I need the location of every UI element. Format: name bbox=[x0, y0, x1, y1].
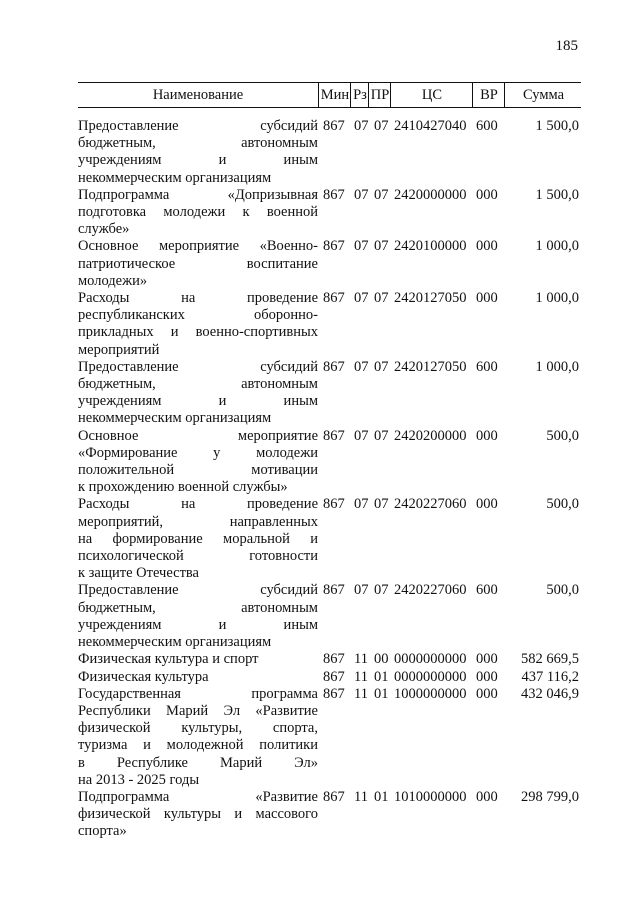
row-name-line: бюджетным, автономным bbox=[78, 599, 318, 616]
row-name-line: учреждениям и иным bbox=[78, 393, 318, 410]
row-vr: 000 bbox=[476, 186, 498, 203]
row-name bbox=[78, 359, 318, 428]
row-name-line: республиканских оборонно- bbox=[78, 307, 318, 324]
row-name-line: учреждениям и иным bbox=[78, 152, 318, 169]
row-sum: 298 799,0 bbox=[521, 788, 579, 805]
row-min: 867 bbox=[323, 788, 345, 805]
row-sum: 432 046,9 bbox=[521, 685, 579, 702]
row-rz: 07 bbox=[354, 290, 369, 307]
row-min: 867 bbox=[323, 582, 345, 599]
row-min: 867 bbox=[323, 668, 345, 685]
page-number: 185 bbox=[555, 38, 578, 54]
row-pr: 01 bbox=[374, 788, 389, 805]
row-name bbox=[78, 651, 318, 668]
row-vr: 000 bbox=[476, 290, 498, 307]
row-cs: 0000000000 bbox=[394, 651, 467, 668]
row-name bbox=[78, 187, 318, 239]
row-vr: 000 bbox=[476, 788, 498, 805]
row-name bbox=[78, 789, 318, 841]
row-name-line: на 2013 - 2025 годы bbox=[78, 771, 200, 788]
row-sum: 582 669,5 bbox=[521, 651, 579, 668]
row-min: 867 bbox=[323, 685, 345, 702]
row-name-line: молодежи» bbox=[78, 272, 148, 289]
row-name bbox=[78, 290, 318, 359]
row-rz: 11 bbox=[354, 651, 368, 668]
row-pr: 00 bbox=[374, 651, 389, 668]
row-min: 867 bbox=[323, 186, 345, 203]
row-name-line: мероприятий, направленных bbox=[78, 513, 318, 530]
row-sum: 1 000,0 bbox=[535, 358, 579, 375]
row-min: 867 bbox=[323, 118, 345, 134]
row-name-line: Физическая культура и спорт bbox=[78, 651, 259, 668]
header-sum: Сумма bbox=[504, 83, 582, 107]
row-name-line: туризма и молодежной политики bbox=[78, 737, 318, 754]
row-pr: 01 bbox=[374, 685, 389, 702]
row-rz: 07 bbox=[354, 186, 369, 203]
row-vr: 000 bbox=[476, 496, 498, 513]
row-name-line: Подпрограмма «Развитие bbox=[78, 788, 318, 805]
row-rz: 07 bbox=[354, 496, 369, 513]
row-name bbox=[78, 238, 318, 290]
row-name bbox=[78, 582, 318, 651]
row-rz: 07 bbox=[354, 238, 369, 255]
table-row bbox=[78, 290, 581, 359]
row-min: 867 bbox=[323, 496, 345, 513]
row-name-line: Расходы на проведение bbox=[78, 290, 318, 307]
row-name-line: физической культуры и массового bbox=[78, 806, 318, 823]
row-pr: 07 bbox=[374, 496, 389, 513]
row-name-line: спорта» bbox=[78, 823, 127, 840]
header-rz: Рз bbox=[350, 83, 369, 107]
table-row bbox=[78, 428, 581, 497]
row-name-line: в Республике Марий Эл» bbox=[78, 754, 318, 771]
row-name-line: Расходы на проведение bbox=[78, 496, 318, 513]
row-cs: 2420000000 bbox=[394, 186, 467, 203]
row-pr: 07 bbox=[374, 238, 389, 255]
row-sum: 500,0 bbox=[546, 427, 579, 444]
row-name-line: патриотическое воспитание bbox=[78, 255, 318, 272]
row-vr: 600 bbox=[476, 118, 498, 134]
row-vr: 000 bbox=[476, 668, 498, 685]
row-sum: 500,0 bbox=[546, 582, 579, 599]
row-rz: 07 bbox=[354, 358, 369, 375]
row-name-line: Предоставление субсидий bbox=[78, 582, 318, 599]
row-vr: 600 bbox=[476, 582, 498, 599]
row-rz: 07 bbox=[354, 427, 369, 444]
row-name-line: некоммерческим организациям bbox=[78, 169, 272, 186]
row-cs: 2420100000 bbox=[394, 238, 467, 255]
row-pr: 07 bbox=[374, 358, 389, 375]
row-name-line: Государственная программа bbox=[78, 685, 318, 702]
row-name-line: подготовка молодежи к военной bbox=[78, 204, 318, 221]
row-name-line: Подпрограмма «Допризывная bbox=[78, 186, 318, 203]
table-row bbox=[78, 359, 581, 428]
header-pr: ПР bbox=[368, 83, 391, 107]
row-cs: 2420227060 bbox=[394, 496, 467, 513]
row-rz: 11 bbox=[354, 788, 368, 805]
row-sum: 1 000,0 bbox=[535, 238, 579, 255]
row-name-line: на формирование моральной и bbox=[78, 530, 318, 547]
header-min: Мин bbox=[318, 83, 351, 107]
row-name-line: физической культуры, спорта, bbox=[78, 720, 318, 737]
table-row bbox=[78, 651, 581, 668]
row-min: 867 bbox=[323, 290, 345, 307]
table-row bbox=[78, 789, 581, 841]
row-cs: 1000000000 bbox=[394, 685, 467, 702]
row-name bbox=[78, 496, 318, 582]
row-name-line: службе» bbox=[78, 221, 130, 238]
row-rz: 11 bbox=[354, 668, 368, 685]
row-name-line: мероприятий bbox=[78, 341, 160, 358]
row-cs: 2420200000 bbox=[394, 427, 467, 444]
row-name bbox=[78, 118, 318, 187]
row-cs: 1010000000 bbox=[394, 788, 467, 805]
table-row bbox=[78, 669, 581, 686]
row-min: 867 bbox=[323, 238, 345, 255]
table-row bbox=[78, 582, 581, 651]
row-sum: 1 000,0 bbox=[535, 290, 579, 307]
row-name-line: «Формирование у молодежи bbox=[78, 444, 318, 461]
row-sum: 437 116,2 bbox=[521, 668, 579, 685]
header-cs: ЦС bbox=[390, 83, 473, 107]
row-name-line: некоммерческим организациям bbox=[78, 634, 272, 651]
row-name-line: прикладных и военно-спортивных bbox=[78, 324, 318, 341]
row-min: 867 bbox=[323, 427, 345, 444]
row-name-line: Республики Марий Эл «Развитие bbox=[78, 702, 318, 719]
row-name-line: некоммерческим организациям bbox=[78, 410, 272, 427]
row-cs: 2420127050 bbox=[394, 358, 467, 375]
row-vr: 000 bbox=[476, 685, 498, 702]
row-sum: 1 500,0 bbox=[535, 118, 579, 134]
table-row bbox=[78, 238, 581, 290]
row-name-line: учреждениям и иным bbox=[78, 616, 318, 633]
row-name-line: психологической готовности bbox=[78, 548, 318, 565]
row-pr: 07 bbox=[374, 186, 389, 203]
row-name-line: Основное мероприятие bbox=[78, 427, 318, 444]
row-vr: 000 bbox=[476, 238, 498, 255]
row-vr: 000 bbox=[476, 651, 498, 668]
header-name: Наименование bbox=[152, 87, 244, 103]
row-name-line: Основное мероприятие «Военно- bbox=[78, 238, 318, 255]
row-name bbox=[78, 669, 318, 686]
header-vr: ВР bbox=[472, 83, 505, 107]
row-min: 867 bbox=[323, 358, 345, 375]
table-header bbox=[78, 82, 581, 108]
row-vr: 000 bbox=[476, 427, 498, 444]
row-name-line: Физическая культура bbox=[78, 668, 209, 685]
table-row bbox=[78, 118, 581, 187]
row-cs: 2420127050 bbox=[394, 290, 467, 307]
row-pr: 07 bbox=[374, 290, 389, 307]
row-rz: 07 bbox=[354, 582, 369, 599]
row-vr: 600 bbox=[476, 358, 498, 375]
row-rz: 11 bbox=[354, 685, 368, 702]
row-pr: 07 bbox=[374, 582, 389, 599]
table-row bbox=[78, 686, 581, 789]
table-row bbox=[78, 187, 581, 239]
row-pr: 01 bbox=[374, 668, 389, 685]
row-name bbox=[78, 428, 318, 497]
row-name-line: Предоставление субсидий bbox=[78, 118, 318, 134]
row-cs: 0000000000 bbox=[394, 668, 467, 685]
row-min: 867 bbox=[323, 651, 345, 668]
row-pr: 07 bbox=[374, 427, 389, 444]
row-sum: 500,0 bbox=[546, 496, 579, 513]
row-pr: 07 bbox=[374, 118, 389, 134]
row-sum: 1 500,0 bbox=[535, 186, 579, 203]
table-body bbox=[78, 118, 581, 841]
row-rz: 07 bbox=[354, 118, 369, 134]
row-cs: 2420227060 bbox=[394, 582, 467, 599]
row-name-line: бюджетным, автономным bbox=[78, 135, 318, 152]
row-name-line: к защите Отечества bbox=[78, 565, 199, 582]
row-name-line: Предоставление субсидий bbox=[78, 358, 318, 375]
row-name-line: положительной мотивации bbox=[78, 462, 318, 479]
row-name-line: к прохождению военной службы» bbox=[78, 479, 288, 496]
row-name bbox=[78, 686, 318, 789]
row-name-line: бюджетным, автономным bbox=[78, 376, 318, 393]
table-row bbox=[78, 496, 581, 582]
row-cs: 2410427040 bbox=[394, 118, 467, 134]
